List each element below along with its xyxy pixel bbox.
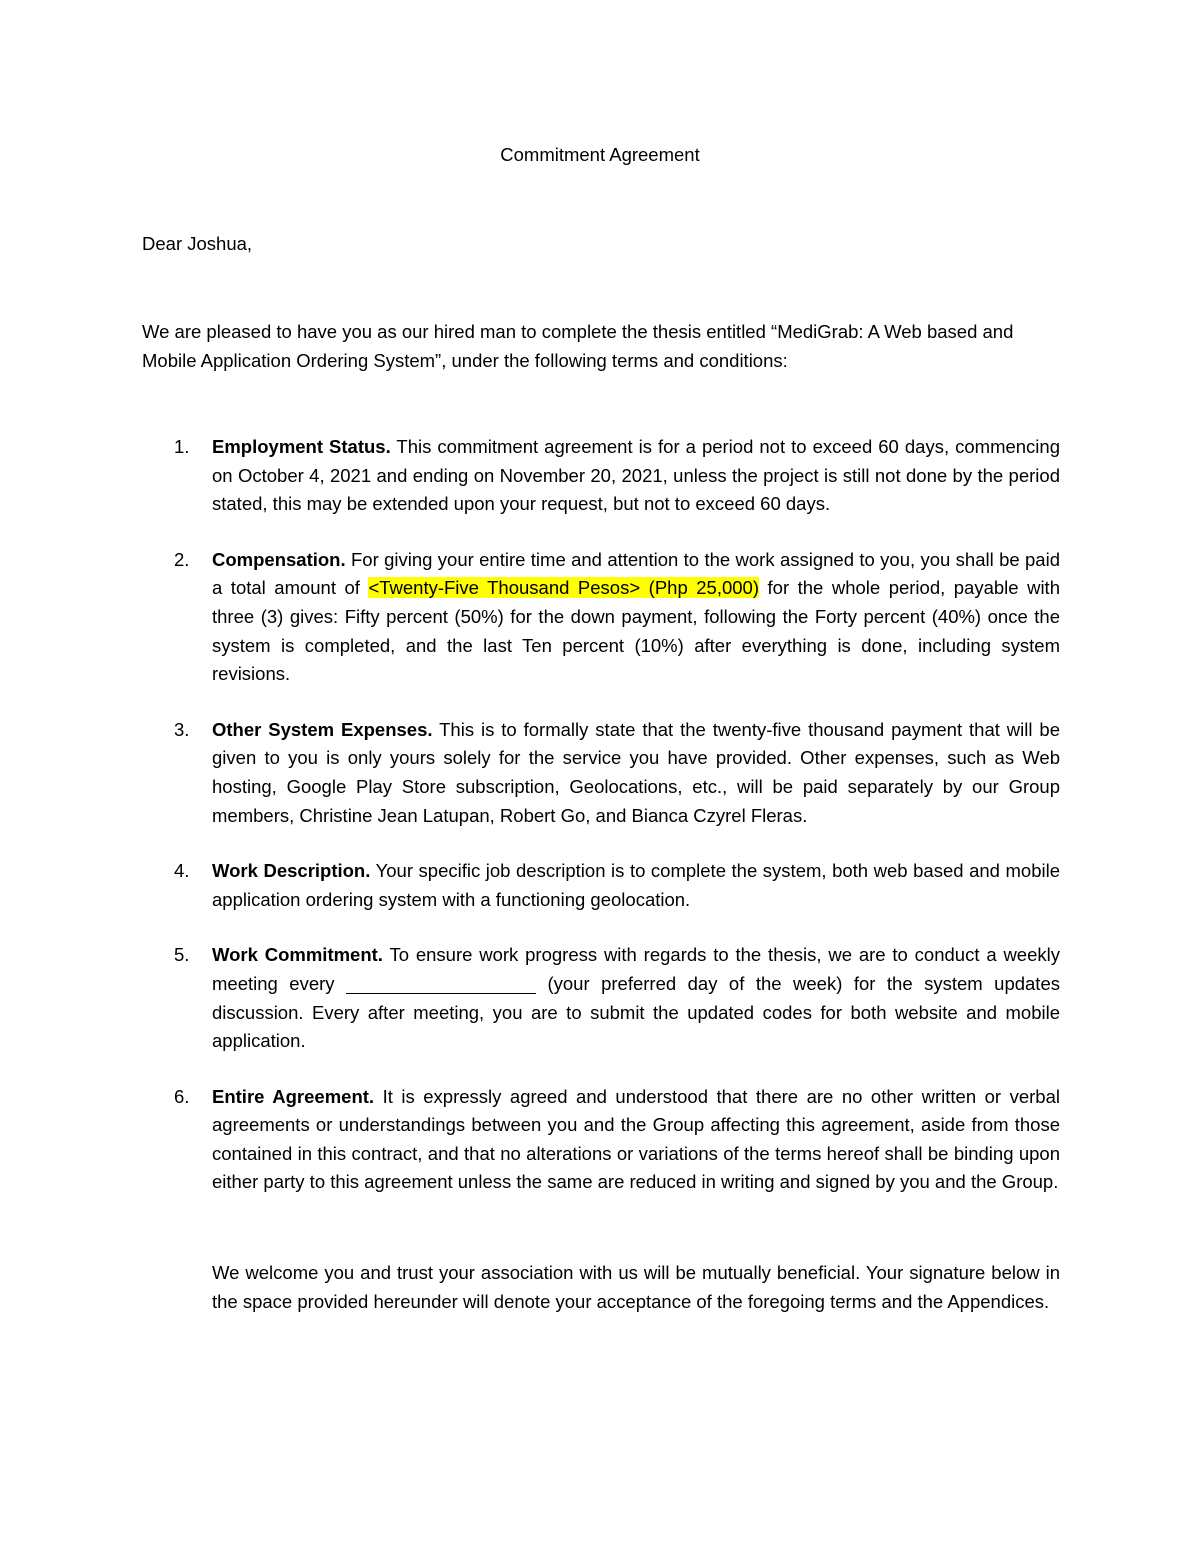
term-text: for the whole period, payable with three (3) gives: Fifty percent (50%) for the down payment, following the Forty percent (40%) once the system is completed, and the last Ten percent (10%) after everything is done, including system revisions.	[212, 577, 1060, 685]
term-heading: Work Commitment.	[212, 944, 383, 966]
term-work-commitment	[142, 941, 1060, 1055]
term-number: 3.	[174, 718, 190, 740]
closing-paragraph: We welcome you and trust your association with us will be mutually beneficial. Your signature below in the space provided hereunder will denote your acceptance of the foregoing terms and the Appendices.	[212, 1262, 1060, 1312]
term-work-description	[142, 857, 1060, 914]
term-text: It is expressly agreed and understood that there are no other written or verbal agreements or understandings between you and the Group affecting this agreement, aside from those contained in this contract, and that no alterations or variations of the terms hereof shall be binding upon either party to this agreement unless the same are reduced in writing and signed by you and the Group.	[212, 1085, 1060, 1193]
terms-list	[142, 433, 1060, 1224]
term-entire-agreement	[142, 1083, 1060, 1197]
term-other-system-expenses	[142, 716, 1060, 830]
term-heading: Employment Status.	[212, 436, 391, 457]
term-number: 6.	[174, 1085, 190, 1107]
term-employment-status	[142, 433, 1060, 519]
term-heading: Work Description.	[212, 860, 371, 882]
term-text: To ensure work progress with regards to the thesis, we are to conduct a weekly meeting every	[212, 944, 1060, 994]
term-number: 4.	[174, 860, 190, 882]
term-number: 1.	[174, 436, 190, 457]
term-number: 5.	[174, 944, 190, 966]
salutation: Dear Joshua,	[142, 233, 253, 254]
term-text: For giving your entire time and attention to the work assigned to you, you shall be paid a total amount of	[212, 548, 1060, 599]
term-text: (your preferred day of the week) for the system updates discussion. Every after meeting, you are to submit the updated codes for both website and mobile application.	[212, 972, 1060, 1052]
term-heading: Other System Expenses.	[212, 718, 433, 740]
term-text: This commitment agreement is for a period not to exceed 60 days, commencing on October 4, 2021 and ending on November 20, 2021, unless the project is still not done by the period stated, this may be extended upon your request, but not to exceed 60 days.	[212, 436, 1060, 515]
meeting-day-blank	[346, 975, 536, 994]
document-title: Commitment Agreement	[500, 144, 700, 165]
term-text: This is to formally state that the twenty-five thousand payment that will be given to you is only yours solely for the service you have provided. Other expenses, such as Web hosting, Google Play Store subscription, Geolocations, etc., will be paid separately by our Group members, Christine Jean Latupan, Robert Go, and Bianca Czyrel Fleras.	[212, 718, 1060, 826]
term-number: 2.	[174, 548, 190, 570]
highlighted-amount: <Twenty-Five Thousand Pesos> (Php 25,000)	[368, 577, 759, 599]
term-compensation	[142, 546, 1060, 689]
intro-paragraph: We are pleased to have you as our hired man to complete the thesis entitled “MediGrab: A Web based and Mobile Application Ordering System”, under the following terms and conditions:	[142, 321, 1014, 371]
term-heading: Compensation.	[212, 548, 346, 570]
term-heading: Entire Agreement.	[212, 1085, 375, 1107]
term-text: Your specific job description is to complete the system, both web based and mobile application ordering system with a functioning geolocation.	[212, 860, 1061, 910]
